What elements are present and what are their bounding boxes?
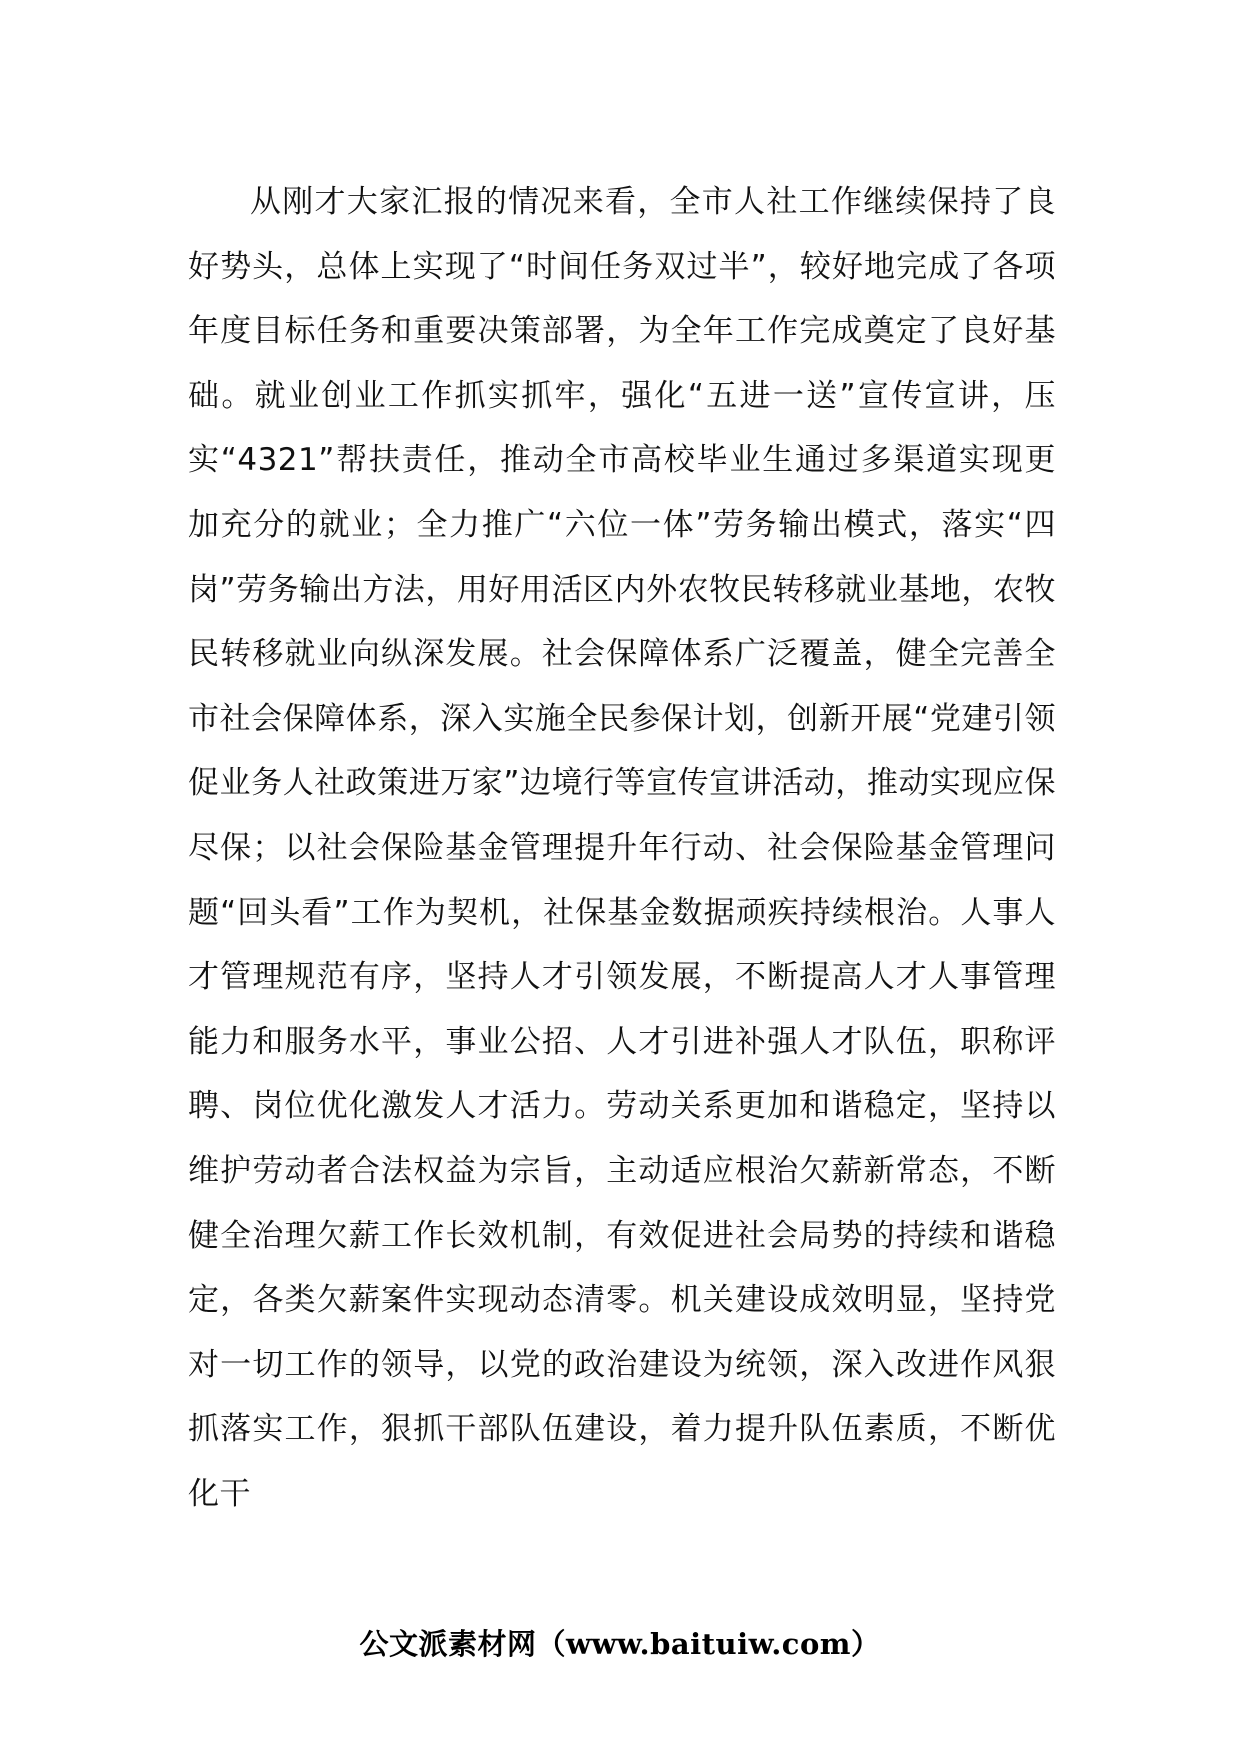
footer-watermark: 公文派素材网（www.baituiw.com）	[359, 1627, 881, 1661]
body-paragraph: 从刚才大家汇报的情况来看，全市人社工作继续保持了良好势头，总体上实现了“时间任务双过半”，较好地完成了各项年度目标任务和重要决策部署，为全年工作完成奠定了良好基础。就业创业工作抓实抓牢，强化“五进一送”宣传宣讲，压实“4321”帮扶责任，推动全市高校毕业生通过多渠道实现更加充分的就业；全力推广“六位一体”劳务输出模式，落实“四岗”劳务输出方法，用好用活区内外农牧民转移就业基地，农牧民转移就业向纵深发展。社会保障体系广泛覆盖，健全完善全市社会保障体系，深入实施全民参保计划，创新开展“党建引领促业务人社政策进万家”边境行等宣传宣讲活动，推动实现应保尽保；以社会保险基金管理提升年行动、社会保险基金管理问题“回头看”工作为契机，社保基金数据顽疾持续根治。人事人才管理规范有序，坚持人才引领发展，不断提高人才人事管理能力和服务水平，事业公招、人才引进补强人才队伍，职称评聘、岗位优化激发人才活力。劳动关系更加和谐稳定，坚持以维护劳动者合法权益为宗旨，主动适应根治欠薪新常态，不断健全治理欠薪工作长效机制，有效促进社会局势的持续和谐稳定，各类欠薪案件实现动态清零。机关建设成效明显，坚持党对一切工作的领导，以党的政治建设为统领，深入改进作风狠抓落实工作，狠抓干部队伍建设，着力提升队伍素质，不断优化干	[188, 184, 1056, 1512]
